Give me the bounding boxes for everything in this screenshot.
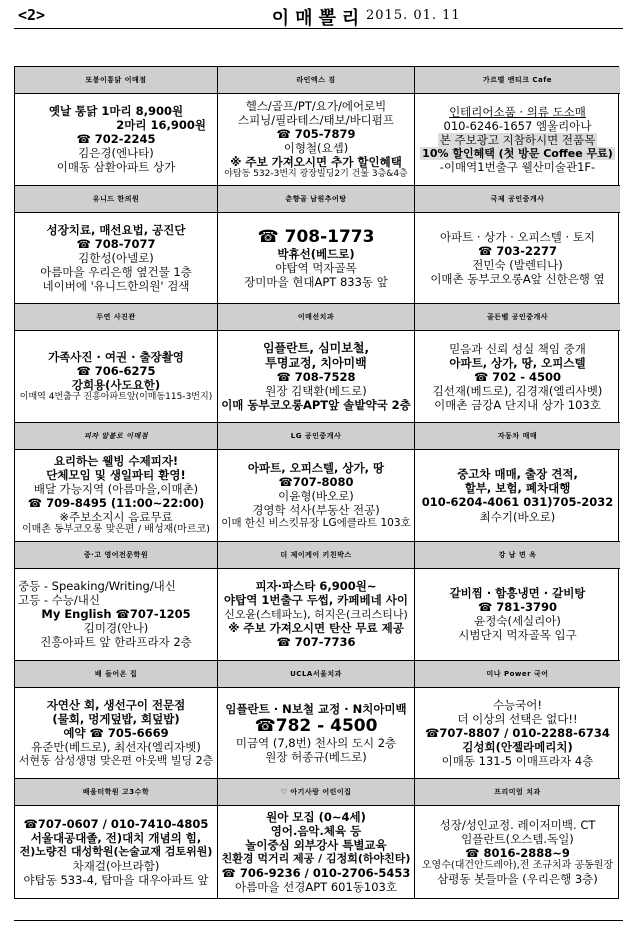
ad-phone[interactable]: ☎ 703-2277 — [477, 244, 558, 259]
ad-goldenbell-realty[interactable] — [415, 304, 620, 423]
ad-phone[interactable]: 예약 ☎ 705-6669 — [63, 726, 169, 741]
header-divider — [14, 28, 623, 29]
ad-mina-power-korean[interactable] — [415, 661, 620, 780]
ad-address: 미금역 (7,8번) 천사의 도시 2층 — [235, 736, 397, 751]
ad-gukje-realty[interactable] — [415, 186, 620, 305]
ad-title: 두연 사진관 — [15, 304, 217, 331]
ad-ttobongi[interactable] — [15, 67, 218, 186]
ad-title: 강 남 면 옥 — [415, 542, 620, 569]
ad-line: 윤정숙(세실리아) — [474, 614, 561, 629]
ad-phone[interactable]: ☎ 708-1773 — [257, 226, 375, 247]
ad-imaeseon-dental[interactable] — [218, 304, 415, 423]
ad-line: 원장 김택환(베드로) — [265, 384, 367, 399]
ad-line: 아파트, 상가, 땅, 오피스텔 — [449, 355, 586, 370]
ad-address: 아름마을 선경APT 601동103호 — [235, 879, 397, 894]
ad-phone[interactable]: ☎782 - 4500 — [254, 715, 378, 736]
ad-phone[interactable]: ☎ 702 - 4500 — [473, 369, 562, 384]
ad-phone[interactable]: ☎ 706-6275 — [76, 364, 156, 379]
ad-title: 더 제이케이 키친박스 — [218, 542, 414, 569]
ad-address: 이매동 삼환아파트 상가 — [56, 160, 176, 175]
ad-phone[interactable]: ☎707-0607 / 010-7410-4805 — [23, 817, 209, 832]
ad-line: 임플란트 · N보철 교정 · N치아미백 — [225, 701, 407, 716]
ad-phone[interactable]: 010-6246-1657 엠울리아나 — [443, 118, 592, 133]
ad-title: 자동차 매매 — [415, 423, 620, 450]
page-number: <2> — [18, 6, 46, 24]
ad-address: 서현동 삼성생명 맞은편 아웃백 빌딩 2층 — [18, 754, 214, 768]
ad-title: 라인엑스 짐 — [218, 67, 414, 94]
ad-line-x-gym[interactable] — [218, 67, 415, 186]
ad-line: 원장 허종규(베드로) — [265, 750, 367, 765]
ad-address: 이매역 4번출구 진흥아파트앞(이매동115-3번지) — [19, 392, 213, 403]
ad-line: 중고차 매매, 출장 견적, — [457, 467, 578, 482]
ad-duyeon-studio[interactable] — [15, 304, 218, 423]
ad-car-dealer[interactable] — [415, 423, 620, 542]
ad-line: 중등 - Speaking/Writing/내신 — [18, 579, 176, 594]
ad-title: 미나 Power 국어 — [415, 661, 620, 688]
ad-line: ※ 주보 가져오시면 탄산 무료 제공 — [228, 620, 404, 635]
ad-title: 중·고 영어전문학원 — [15, 542, 217, 569]
ad-phone[interactable]: ☎ 702-2245 — [76, 132, 156, 147]
ad-title: 국제 공인중개사 — [415, 186, 620, 213]
ad-line: 수능국어! — [492, 697, 543, 712]
ad-title: 피자 알볼로 이매점 — [15, 423, 217, 450]
ad-line: 자연산 회, 생선구이 전문점 — [46, 698, 186, 713]
ad-address: 시범단지 먹자골목 입구 — [458, 628, 577, 643]
ad-line: 스피닝/필라테스/태보/바디펌프 — [237, 112, 395, 127]
ad-lg-realty[interactable] — [218, 423, 415, 542]
ad-gangnam-myeonok[interactable] — [415, 542, 620, 661]
ad-unid-clinic[interactable] — [15, 186, 218, 305]
bulletin-title: 이매뽈리 — [271, 8, 366, 29]
ad-line: 믿음과 신뢰 성실 책임 중개 — [449, 341, 586, 356]
ad-line: 투명교정, 치아미백 — [265, 355, 367, 370]
ad-line: 강희용(사도요한) — [71, 378, 161, 393]
ad-line: 전)노량진 대성학원(논술교재 검토위원) — [19, 845, 213, 859]
ad-line: 본 주보광고 지참하시면 전품목 — [439, 132, 596, 147]
ad-line: 고등 - 수능/내신 — [18, 593, 100, 608]
ad-title: 골든벨 공인중개사 — [415, 304, 620, 331]
issue-date: 2015. 01. 11 — [366, 8, 461, 23]
ad-address: 야탑동 532-3번지 광장빌딩2기 건물 3층&4층 — [224, 168, 408, 179]
ad-line: 성장/성인교정. 레이저미백. CT — [439, 818, 596, 833]
ad-address: -이매역1번출구 웰산미술관1F- — [439, 160, 596, 175]
ad-line: 2마리 16,900원 — [116, 118, 206, 133]
ad-address: 야탑동 533-4, 탑마을 대우아파트 앞 — [23, 872, 209, 887]
ad-phone[interactable]: ☎ 705-7879 — [276, 126, 356, 141]
ad-title: UCLA서울치과 — [218, 661, 414, 688]
ad-baby-love-daycare[interactable] — [218, 779, 415, 898]
ad-address: 삼평동 봇들마을 (우리은행 3층) — [437, 872, 598, 887]
ad-title: 배 들어온 집 — [15, 661, 217, 688]
ad-line: 이윤형(바오로) — [278, 489, 354, 504]
ad-phone[interactable]: My English ☎707-1205 — [41, 607, 191, 622]
ad-line: 가족사진 · 여권 · 출장촬영 — [48, 350, 184, 365]
ad-line: 박휴선(베드로) — [277, 247, 355, 262]
ad-phone[interactable]: ☎707-8080 — [278, 475, 354, 490]
ad-line: 아파트 · 상가 · 오피스텔 · 토지 — [439, 230, 596, 245]
ad-line: 최수기(바오로) — [479, 509, 556, 524]
ad-line: 요리하는 웰빙 수제피자! — [53, 454, 179, 469]
ad-baeumteo-academy[interactable] — [15, 779, 218, 898]
ad-line: 서울대공대졸, 전)대치 개념의 힘, — [30, 831, 202, 846]
ad-phone[interactable]: ☎ 709-8495 (11:00~22:00) — [27, 496, 205, 511]
ad-line: 인테리어소품 · 의류 도소매 — [449, 104, 586, 119]
ad-line: 갈비찜 · 함흥냉면 · 갈비탕 — [449, 586, 586, 601]
ad-line: 성장치료, 매선요법, 공진단 — [46, 223, 186, 238]
ad-line: 김미경(안나) — [83, 621, 149, 636]
ad-bae-deureoon-jip[interactable] — [15, 661, 218, 780]
ad-title: 프리미엄 치과 — [415, 779, 620, 806]
footer-divider — [14, 920, 623, 921]
ad-line: 더 이상의 선택은 없다!! — [457, 711, 578, 726]
ad-address: 아름마을 우리은행 옆건물 1층 — [40, 265, 192, 280]
ad-phone[interactable]: 010-6204-4061 031)705-2032 — [421, 495, 614, 510]
ad-title: 유니드 한의원 — [15, 186, 217, 213]
ad-title: ♡ 아기사랑 어린이집 — [218, 779, 414, 806]
ad-jk-kitchenbox[interactable] — [218, 542, 415, 661]
ad-title: 배움터학원 고3수학 — [15, 779, 217, 806]
ad-title: 가르멜 앤티크 Cafe — [415, 67, 620, 94]
ad-carmel-cafe[interactable] — [415, 67, 620, 186]
ad-premium-dental[interactable] — [415, 779, 620, 898]
ad-line: ※주보소지시 음료무료 — [59, 510, 173, 525]
ad-line: 배달 가능지역 (아름마을,이매촌) — [33, 482, 199, 497]
ad-phone[interactable]: ☎ 706-9236 / 010-2706-5453 — [221, 865, 411, 880]
ad-line: 경영학 석사(부동산 전공) — [252, 503, 380, 518]
ad-address: 장미마을 현대APT 833동 앞 — [244, 275, 388, 290]
ad-title: 또봉이통닭 이매점 — [15, 67, 217, 94]
ad-line: 아파트, 오피스텔, 상가, 땅 — [247, 461, 385, 476]
ad-line: 영어.음악.체육 등 — [270, 824, 362, 839]
ad-pizza-alvolo[interactable] — [15, 423, 218, 542]
ad-line: 야탑역 먹자골목 — [275, 261, 357, 276]
ad-line: 원아 모집 (0~4세) — [266, 810, 366, 825]
ad-line: 놀이중심 외부강사 특별교육 — [245, 838, 387, 853]
ad-phone[interactable]: ☎ 708-7528 — [276, 370, 356, 385]
ad-phone[interactable]: ☎ 8016-2888~9 — [465, 846, 570, 861]
ad-line: 할부, 보험, 폐차대행 — [464, 481, 571, 496]
ad-line: 네이버에 '유니드한의원' 검색 — [42, 279, 190, 294]
ad-line: 친환경 먹거리 제공 / 김정희(하야친타) — [221, 852, 411, 866]
ad-address: 이매촌 동부코오롱A앞 신한은행 옆 — [430, 272, 605, 287]
ad-phone[interactable]: ☎ 781-3790 — [477, 600, 558, 615]
ad-line: (물회, 멍게덮밥, 회덮밥) — [52, 712, 180, 727]
ad-line: 김성희(안젤라메리치) — [462, 739, 573, 754]
ad-line: 단체모임 및 생일파티 환영! — [46, 468, 186, 483]
ad-line: 김선재(베드로), 김경재(엘리사벳) — [432, 383, 603, 398]
ad-address: 이매촌 동부코오롱 맞은편 / 배성재(마르코) — [21, 524, 211, 536]
ad-phone[interactable]: ☎707-8807 / 010-2288-6734 — [425, 725, 610, 740]
ad-line: 김한성(아넬로) — [78, 251, 154, 266]
ad-address: 이매 동부코오롱APT앞 솔밭약국 2층 — [221, 398, 411, 413]
ad-line: 김은경(엔나타) — [78, 146, 154, 161]
ad-title: 이매선치과 — [218, 304, 414, 331]
ad-address: 이매 한신 비스킷뮤장 LG에클라트 103호 — [221, 517, 411, 530]
ad-phone[interactable]: ☎ 708-7077 — [76, 237, 156, 252]
ad-line: 피자·파스타 6,900원~ — [255, 579, 377, 594]
ad-phone[interactable]: ☎ 707-7736 — [276, 634, 356, 649]
ad-line: 10% 할인혜택 (첫 방문 Coffee 무료) — [422, 146, 613, 160]
ad-line: 유준만(베드로), 최선자(엘리자벳) — [31, 740, 201, 755]
ad-title: 춘향골 남원추어탕 — [218, 186, 414, 213]
ad-line: 오영수(대건안드레아),전 조규치과 공동원장 — [421, 860, 614, 872]
ad-address: 이매촌 금강A 단지내 상가 103호 — [434, 397, 601, 412]
ad-line: ※ 주보 가져오시면 추가 할인혜택 — [230, 154, 402, 169]
ad-address: 진흥아파트 앞 한라프라자 2층 — [40, 635, 192, 650]
ad-line: 차재걸(아브라함) — [72, 858, 160, 873]
ad-line: 임플란트(오스템.독일) — [461, 832, 574, 847]
ad-ucla-dental[interactable] — [218, 661, 415, 780]
ad-line: 야탑역 1번출구 두썹, 카페베네 사이 — [224, 593, 408, 608]
ad-english-academy[interactable] — [15, 542, 218, 661]
page-header — [14, 4, 623, 29]
ad-line: 옛날 통닭 1마리 8,900원 — [48, 104, 184, 119]
ad-line: 전민숙 (발렌티나) — [472, 258, 563, 273]
ad-namwon-chueotang[interactable] — [218, 186, 415, 305]
ad-line: 임플란트, 심미보철, — [262, 341, 370, 356]
ad-line: 이형철(요셉) — [283, 140, 349, 155]
ad-title: LG 공인중개사 — [218, 423, 414, 450]
ad-grid — [14, 66, 619, 899]
ad-address: 이매동 131-5 이매프라자 4층 — [441, 753, 594, 768]
ad-line: 신오윤(스테파노), 허지은(크리스티나) — [224, 607, 408, 621]
ad-line: 헬스/골프/PT/요가/에어로빅 — [245, 98, 387, 113]
